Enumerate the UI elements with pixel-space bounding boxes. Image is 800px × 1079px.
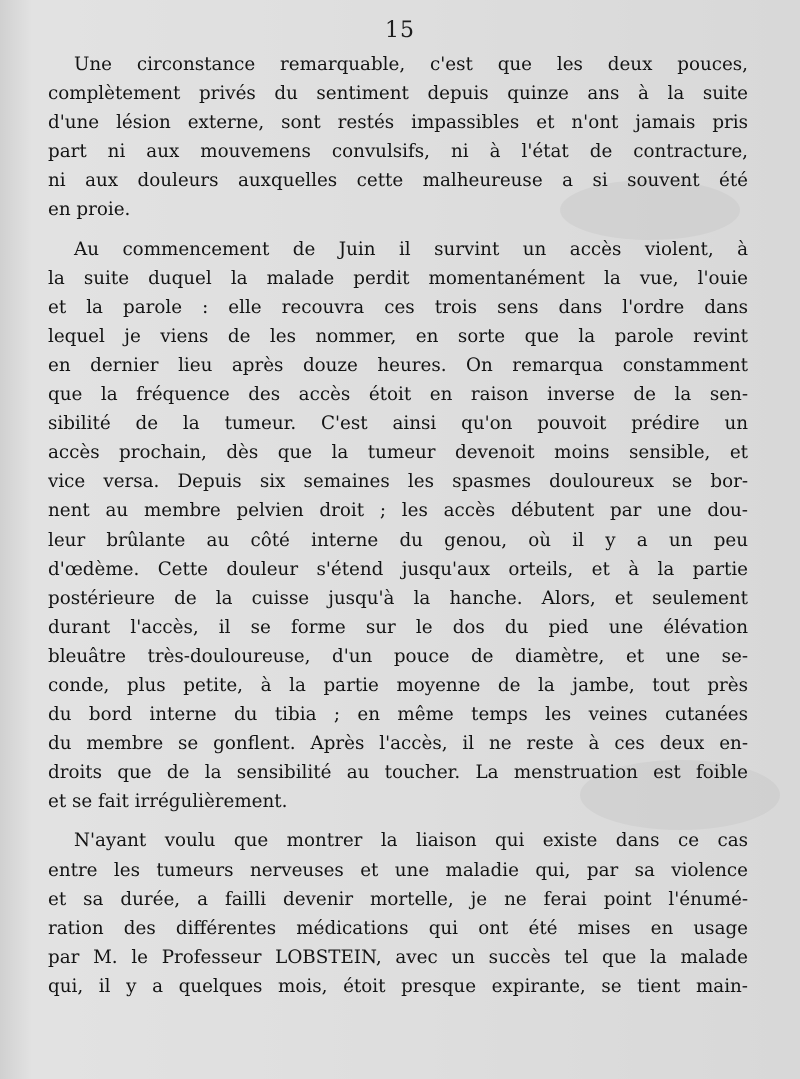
- body-text: [48, 50, 748, 1011]
- text-line: et la parole : elle recouvra ces trois sens dans l'ordre dans: [48, 296, 748, 318]
- text-line: postérieure de la cuisse jusqu'à la hanche. Alors, et seulement: [48, 587, 748, 609]
- text-line: et se fait irrégulièrement.: [48, 791, 288, 813]
- text-line: leur brûlante au côté interne du genou, où il y a un peu: [48, 529, 748, 551]
- text-line: part ni aux mouvemens convulsifs, ni à l'état de contracture,: [48, 141, 748, 163]
- text-line: par M. le Professeur LOBSTEIN, avec un succès tel que la malade: [48, 946, 748, 968]
- page-number: 15: [385, 18, 415, 43]
- text-line: Une circonstance remarquable, c'est que les deux pouces,: [74, 54, 748, 75]
- text-line: lequel je viens de les nommer, en sorte que la parole revint: [48, 325, 748, 347]
- text-line: ration des différentes médications qui ont été mises en usage: [48, 917, 748, 939]
- text-line: conde, plus petite, à la partie moyenne de la jambe, tout près: [48, 674, 748, 696]
- text-line: droits que de la sensibilité au toucher. La menstruation est foible: [48, 762, 748, 784]
- paragraph: [48, 50, 748, 225]
- text-line: en proie.: [48, 199, 131, 221]
- text-line: nent au membre pelvien droit ; les accès débutent par une dou-: [48, 500, 748, 522]
- paragraph: [48, 235, 748, 817]
- text-line: la suite duquel la malade perdit momentanément la vue, l'ouie: [48, 267, 748, 289]
- text-line: Au commencement de Juin il survint un accès violent, à: [74, 238, 748, 260]
- text-line: du bord interne du tibia ; en même temps les veines cutanées: [48, 704, 748, 726]
- text-line: du membre se gonflent. Après l'accès, il ne reste à ces deux en-: [48, 733, 748, 755]
- text-line: ni aux douleurs auxquelles cette malheureuse a si souvent été: [48, 170, 748, 192]
- text-line: accès prochain, dès que la tumeur devenoit moins sensible, et: [48, 442, 748, 464]
- text-line: qui, il y a quelques mois, étoit presque expirante, se tient main-: [48, 975, 748, 997]
- text-line: et sa durée, a failli devenir mortelle, je ne ferai point l'énumé-: [48, 888, 748, 910]
- text-line: complètement privés du sentiment depuis quinze ans à la suite: [48, 83, 748, 105]
- text-line: en dernier lieu après douze heures. On remarqua constamment: [48, 354, 748, 376]
- text-line: d'œdème. Cette douleur s'étend jusqu'aux orteils, et à la partie: [48, 558, 748, 580]
- text-line: entre les tumeurs nerveuses et une maladie qui, par sa violence: [48, 859, 748, 881]
- text-line: vice versa. Depuis six semaines les spasmes douloureux se bor-: [48, 471, 748, 493]
- text-line: bleuâtre très-douloureuse, d'un pouce de diamètre, et une se-: [48, 645, 748, 667]
- text-line: durant l'accès, il se forme sur le dos du pied une élévation: [48, 616, 748, 638]
- paragraph: [48, 826, 748, 1001]
- text-line: que la fréquence des accès étoit en raison inverse de la sen-: [48, 384, 748, 406]
- text-line: sibilité de la tumeur. C'est ainsi qu'on pouvoit prédire un: [48, 413, 748, 435]
- text-line: d'une lésion externe, sont restés impassibles et n'ont jamais pris: [48, 112, 748, 134]
- text-line: N'ayant voulu que montrer la liaison qui existe dans ce cas: [74, 830, 748, 852]
